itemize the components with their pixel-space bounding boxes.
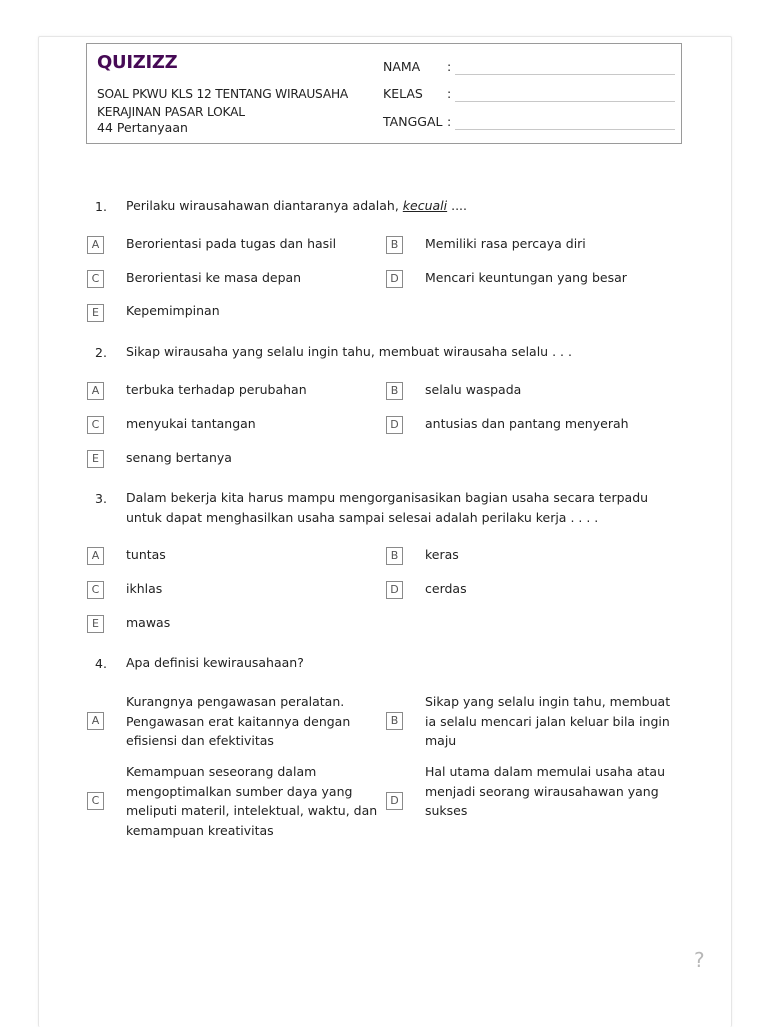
- question-number: 1.: [95, 199, 107, 214]
- question-number: 3.: [95, 491, 107, 506]
- option-text: mawas: [126, 615, 171, 630]
- option-letter-box: B: [386, 547, 403, 565]
- option-letter-box: A: [87, 236, 104, 254]
- question-text-part: Perilaku wirausahawan diantaranya adalah,: [126, 198, 403, 213]
- name-blank-line: [455, 74, 675, 75]
- option-letter-box: B: [386, 236, 403, 254]
- question-number: 4.: [95, 656, 107, 671]
- option-text: selalu waspada: [425, 382, 522, 397]
- option-letter-box: D: [386, 792, 403, 810]
- option-letter-box: D: [386, 416, 403, 434]
- option-letter-box: C: [87, 416, 104, 434]
- quiz-title: SOAL PKWU KLS 12 TENTANG WIRAUSAHA KERAJINAN PASAR LOKAL: [97, 87, 349, 119]
- question-text: [126, 196, 686, 216]
- option-letter-box: A: [87, 547, 104, 565]
- question-text: Sikap wirausaha yang selalu ingin tahu, membuat wirausaha selalu . . .: [126, 344, 572, 359]
- question-text: Dalam bekerja kita harus mampu mengorganisasikan bagian usaha secara terpadu untuk dapat menghasilkan usaha sampai selesai adalah perilaku kerja . . . .: [126, 490, 649, 525]
- question-count: 44 Pertanyaan: [97, 120, 188, 135]
- name-field: [383, 59, 675, 79]
- option-letter-box: E: [87, 615, 104, 633]
- option-letter-box: E: [87, 304, 104, 322]
- class-label: KELAS: [383, 86, 423, 101]
- option-letter-box: C: [87, 270, 104, 288]
- option-text: Hal utama dalam memulai usaha atau menjadi seorang wirausahawan yang sukses: [425, 764, 666, 818]
- date-colon: :: [447, 114, 452, 129]
- option-letter-box: C: [87, 792, 104, 810]
- option-text: Sikap yang selalu ingin tahu, membuat ia selalu mencari jalan keluar bila ingin maju: [425, 694, 671, 748]
- class-field: [383, 86, 675, 106]
- option-letter-box: A: [87, 382, 104, 400]
- name-label: NAMA: [383, 59, 421, 74]
- name-colon: :: [447, 59, 452, 74]
- option-text: ikhlas: [126, 581, 163, 596]
- option-letter-box: D: [386, 581, 403, 599]
- option-letter-box: A: [87, 712, 104, 730]
- question-number: 2.: [95, 345, 107, 360]
- option-text: Memiliki rasa percaya diri: [425, 236, 586, 251]
- option-text: Berorientasi ke masa depan: [126, 270, 302, 285]
- option-letter-box: B: [386, 712, 403, 730]
- option-text: senang bertanya: [126, 450, 232, 465]
- help-icon[interactable]: ?: [694, 948, 705, 972]
- worksheet-page: [38, 36, 732, 1027]
- class-blank-line: [455, 101, 675, 102]
- date-blank-line: [455, 129, 675, 130]
- class-colon: :: [447, 86, 452, 101]
- date-label: TANGGAL: [383, 114, 443, 129]
- question-text: Apa definisi kewirausahaan?: [126, 655, 304, 670]
- quizizz-logo: QUIZIZZ: [97, 52, 178, 73]
- option-text: Kurangnya pengawasan peralatan. Pengawasan erat kaitannya dengan efisiensi dan efektivitas: [126, 694, 351, 748]
- option-text: Mencari keuntungan yang besar: [425, 270, 627, 285]
- option-text: Kemampuan seseorang dalam mengoptimalkan sumber daya yang meliputi materil, intelektual, waktu, dan kemampuan kreativitas: [126, 764, 378, 838]
- question-text-part: ....: [447, 198, 468, 213]
- option-letter-box: E: [87, 450, 104, 468]
- question-emphasis: kecuali: [402, 198, 448, 213]
- option-letter-box: C: [87, 581, 104, 599]
- option-text: keras: [425, 547, 459, 562]
- option-text: menyukai tantangan: [126, 416, 256, 431]
- date-field: [383, 114, 675, 134]
- option-text: antusias dan pantang menyerah: [425, 416, 629, 431]
- worksheet-header: [86, 43, 682, 144]
- option-text: Kepemimpinan: [126, 303, 220, 318]
- option-text: terbuka terhadap perubahan: [126, 382, 307, 397]
- option-text: Berorientasi pada tugas dan hasil: [126, 236, 337, 251]
- option-text: tuntas: [126, 547, 166, 562]
- option-letter-box: B: [386, 382, 403, 400]
- option-text: cerdas: [425, 581, 467, 596]
- option-letter-box: D: [386, 270, 403, 288]
